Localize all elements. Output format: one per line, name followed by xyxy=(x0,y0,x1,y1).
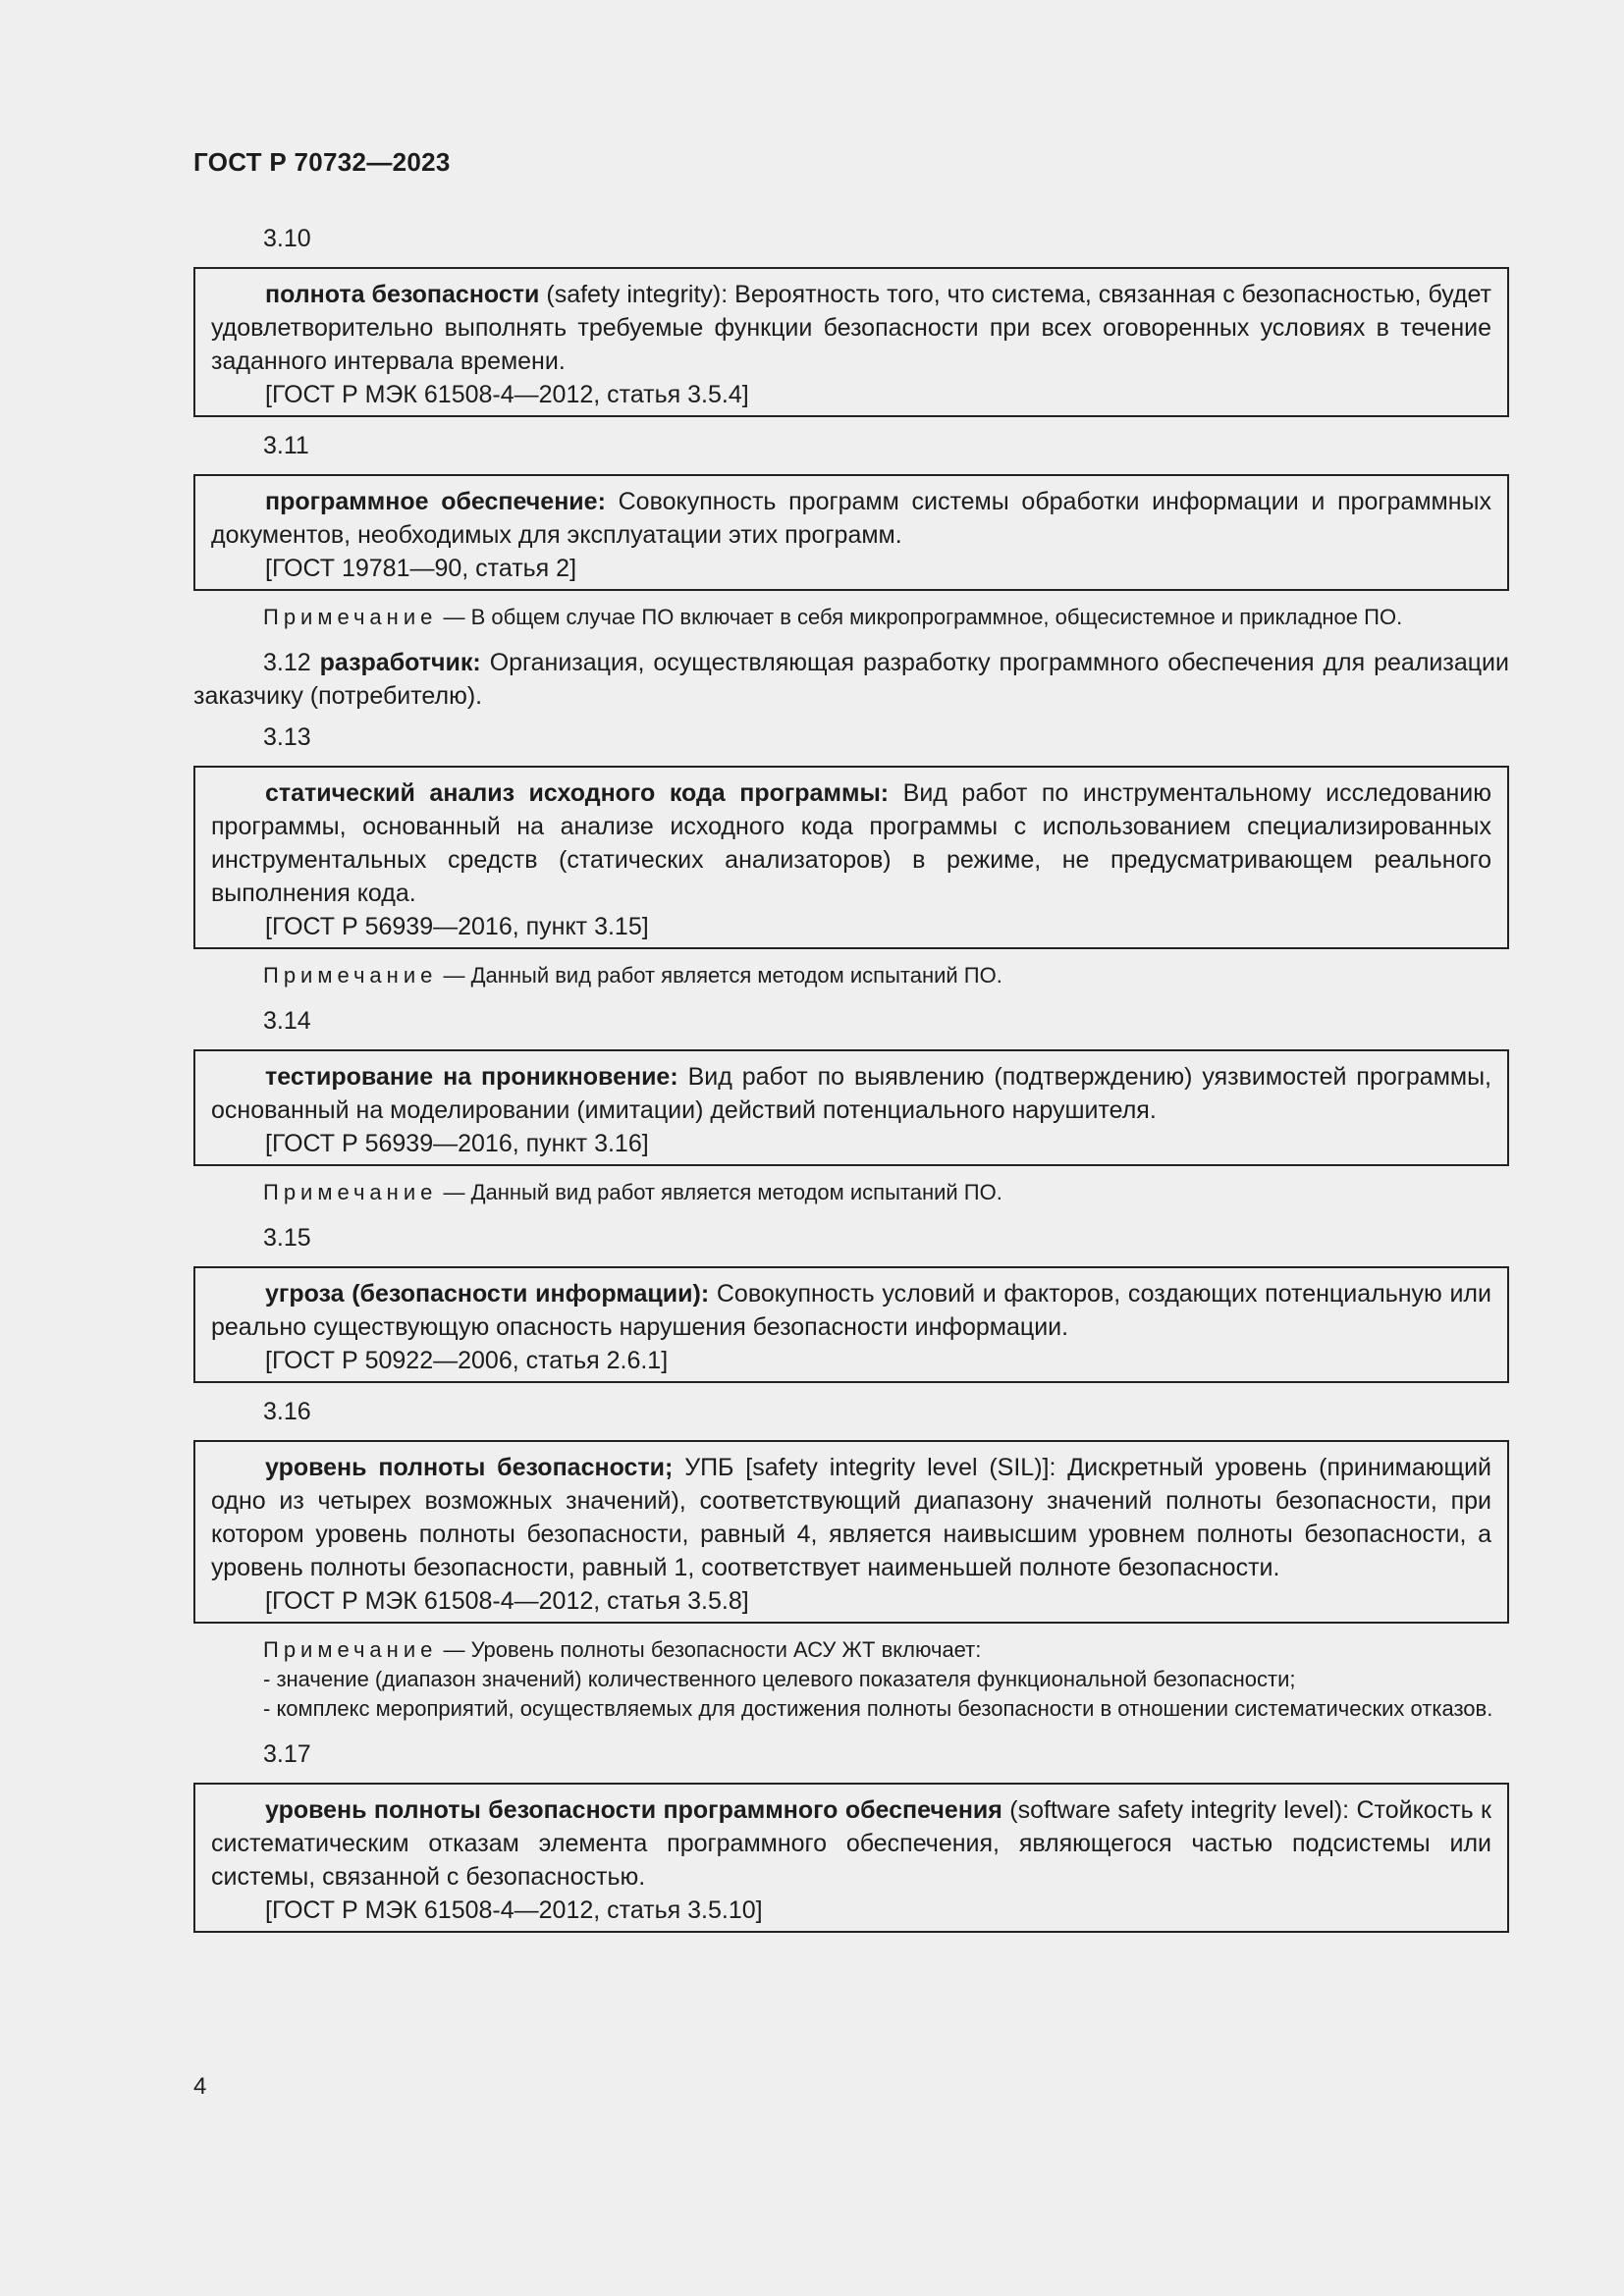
term-definition xyxy=(211,776,1491,910)
term-text: Организация, осуществляющая разработку программного обеспечения для реализации заказчику (потребителю). xyxy=(193,649,1509,710)
term-definition xyxy=(211,1277,1491,1344)
term-reference: [ГОСТ Р МЭК 61508-4—2012, статья 3.5.10] xyxy=(265,1896,763,1924)
term-name: полнота безопасности xyxy=(265,281,540,308)
term-reference: [ГОСТ Р МЭК 61508-4—2012, статья 3.5.4] xyxy=(265,381,749,408)
term-name: тестирование на проникновение: xyxy=(265,1063,678,1091)
term-number: 3.17 xyxy=(263,1740,311,1768)
term-name: программное обеспечение: xyxy=(265,488,606,515)
term-name: уровень полноты безопасности; xyxy=(265,1454,674,1481)
term-text: Совокупность программ системы обработки информации и программных документов, необходимых для эксплуатации этих программ. xyxy=(211,488,1491,549)
note-list-item: - значение (диапазон значений) количественного целевого показателя функциональной безопасности; xyxy=(263,1667,1296,1691)
term-definition-box xyxy=(193,1266,1509,1383)
term-reference: [ГОСТ 19781—90, статья 2] xyxy=(265,555,577,582)
term-note xyxy=(193,1635,1509,1724)
term-number: 3.11 xyxy=(263,432,309,459)
document-header: ГОСТ Р 70732—2023 xyxy=(193,147,451,177)
term-text: УПБ [safety integrity level (SIL)]: Дискретный уровень (принимающий одно из четырех возможных значений), соответствующий диапазону значений полноты безопасности, при котором уровень полноты безопасности, равный 4, является наивысшим уровнем полноты безопасности, а уровень полноты безопасности, равный 1, соответствует наименьшей полноте безопасности. xyxy=(211,1454,1492,1581)
term-definition xyxy=(211,278,1491,378)
term-definition xyxy=(211,1793,1491,1894)
note-list-item: - комплекс мероприятий, осуществляемых для достижения полноты безопасности в отношении систематических отказов. xyxy=(263,1696,1493,1721)
term-name: статический анализ исходного кода программы: xyxy=(265,779,890,807)
term-number: 3.13 xyxy=(263,723,311,751)
term-definition-box xyxy=(193,766,1509,949)
term-definition xyxy=(211,1451,1491,1584)
terms-section xyxy=(193,222,1509,1945)
term-number: 3.14 xyxy=(263,1007,311,1035)
term-note xyxy=(193,603,1509,632)
term-reference: [ГОСТ Р 56939—2016, пункт 3.15] xyxy=(265,913,649,940)
term-name: разработчик: xyxy=(319,649,481,676)
note-text: — Данный вид работ является методом испытаний ПО. xyxy=(437,1180,1002,1204)
note-text: — Данный вид работ является методом испытаний ПО. xyxy=(437,963,1002,988)
term-reference: [ГОСТ Р МЭК 61508-4—2012, статья 3.5.8] xyxy=(265,1587,749,1615)
term-name: угроза (безопасности информации): xyxy=(265,1280,710,1308)
term-text: (software safety integrity level): Стойкость к систематическим отказам элемента программного обеспечения, являющегося частью подсистемы или системы, связанной с безопасностью. xyxy=(211,1796,1491,1891)
term-definition-plain xyxy=(193,646,1509,713)
term-definition-box xyxy=(193,1783,1509,1933)
term-text: Вид работ по выявлению (подтверждению) уязвимостей программы, основанный на моделировании (имитации) действий потенциального нарушителя. xyxy=(211,1063,1491,1124)
term-definition-box xyxy=(193,267,1509,417)
term-number: 3.15 xyxy=(263,1224,311,1252)
note-label: Примечание xyxy=(263,605,438,629)
note-label: Примечание xyxy=(263,963,438,988)
term-number: 3.12 xyxy=(263,649,311,676)
term-name: уровень полноты безопасности программного обеспечения xyxy=(265,1796,1002,1824)
term-reference: [ГОСТ Р 56939—2016, пункт 3.16] xyxy=(265,1130,649,1157)
term-definition-box xyxy=(193,1049,1509,1166)
term-reference: [ГОСТ Р 50922—2006, статья 2.6.1] xyxy=(265,1347,669,1374)
term-number: 3.10 xyxy=(263,225,311,252)
term-definition-box xyxy=(193,474,1509,591)
term-definition xyxy=(211,485,1491,552)
term-text: Вид работ по инструментальному исследованию программы, основанный на анализе исходного кода программы с использованием специализированных инструментальных средств (статических анализаторов) в режиме, не предусматривающем реального выполнения кода. xyxy=(211,779,1491,907)
term-text: Совокупность условий и факторов, создающих потенциальную или реально существующую опасность нарушения безопасности информации. xyxy=(211,1280,1491,1341)
note-text: — В общем случае ПО включает в себя микропрограммное, общесистемное и прикладное ПО. xyxy=(437,605,1403,629)
term-definition xyxy=(211,1060,1491,1127)
term-number: 3.16 xyxy=(263,1398,311,1425)
term-definition-box xyxy=(193,1440,1509,1624)
term-text: (safety integrity): Вероятность того, что система, связанная с безопасностью, будет удовлетворительно выполнять требуемые функции безопасности при всех оговоренных условиях в течение заданного интервала времени. xyxy=(211,281,1491,375)
term-note xyxy=(193,1178,1509,1207)
note-label: Примечание xyxy=(263,1637,438,1662)
page-number: 4 xyxy=(193,2073,207,2100)
note-label: Примечание xyxy=(263,1180,438,1204)
note-text: — Уровень полноты безопасности АСУ ЖТ включает: xyxy=(437,1637,982,1662)
term-note xyxy=(193,961,1509,990)
